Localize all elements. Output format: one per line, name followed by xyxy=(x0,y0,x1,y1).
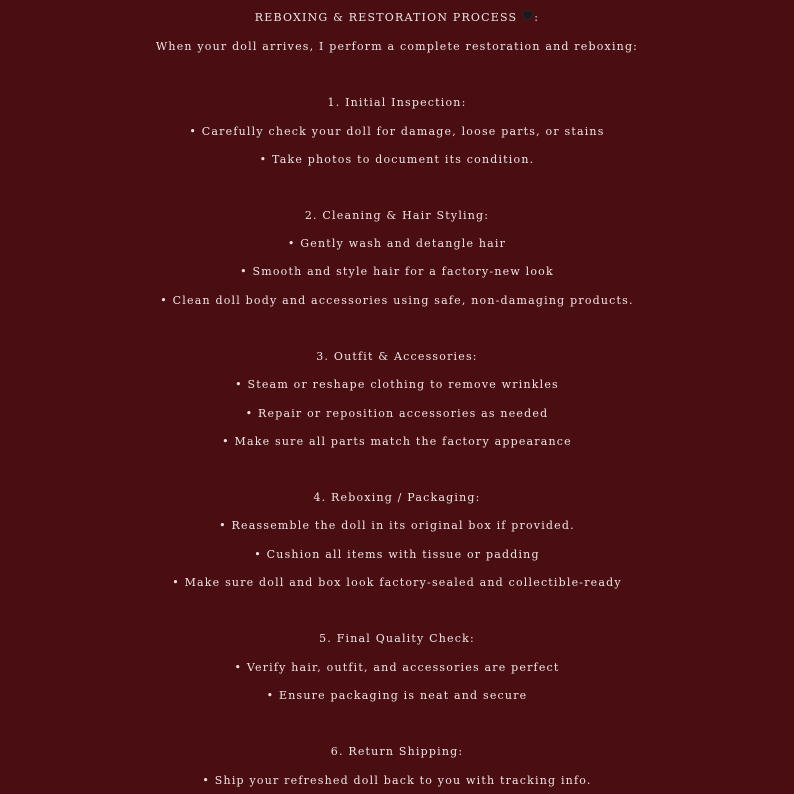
section-heading: 6. Return Shipping: xyxy=(330,745,464,758)
page-title xyxy=(0,4,794,32)
list-item: • Gently wash and detangle hair xyxy=(287,237,507,250)
black-heart-icon xyxy=(521,9,534,22)
list-item: • Repair or reposition accessories as needed xyxy=(245,407,549,420)
list-item: • Verify hair, outfit, and accessories are perfect xyxy=(234,661,560,674)
list-item: • Ensure packaging is neat and secure xyxy=(266,689,528,702)
list-item: • Smooth and style hair for a factory-new look xyxy=(240,265,554,278)
list-item: • Clean doll body and accessories using safe, non-damaging products. xyxy=(160,294,634,307)
page-title-text: REBOXING & RESTORATION PROCESS xyxy=(254,11,518,24)
list-item: • Cushion all items with tissue or padding xyxy=(254,548,540,561)
list-item: • Reassemble the doll in its original box if provided. xyxy=(219,519,575,532)
section-heading: 5. Final Quality Check: xyxy=(319,632,475,645)
list-item: • Steam or reshape clothing to remove wrinkles xyxy=(235,378,559,391)
list-item: • Make sure all parts match the factory appearance xyxy=(222,435,572,448)
section-heading: 2. Cleaning & Hair Styling: xyxy=(304,209,490,222)
section-heading: 4. Reboxing / Packaging: xyxy=(313,491,481,504)
list-item: • Make sure doll and box look factory-sealed and collectible-ready xyxy=(172,576,622,589)
section-heading: 3. Outfit & Accessories: xyxy=(316,350,478,363)
list-item: • Carefully check your doll for damage, loose parts, or stains xyxy=(189,125,605,138)
section-heading: 1. Initial Inspection: xyxy=(327,96,467,109)
list-item: • Take photos to document its condition. xyxy=(259,153,535,166)
intro-text: When your doll arrives, I perform a complete restoration and reboxing: xyxy=(155,40,639,53)
list-item: • Ship your refreshed doll back to you with tracking info. xyxy=(202,774,592,787)
page-title-suffix: : xyxy=(534,11,540,24)
